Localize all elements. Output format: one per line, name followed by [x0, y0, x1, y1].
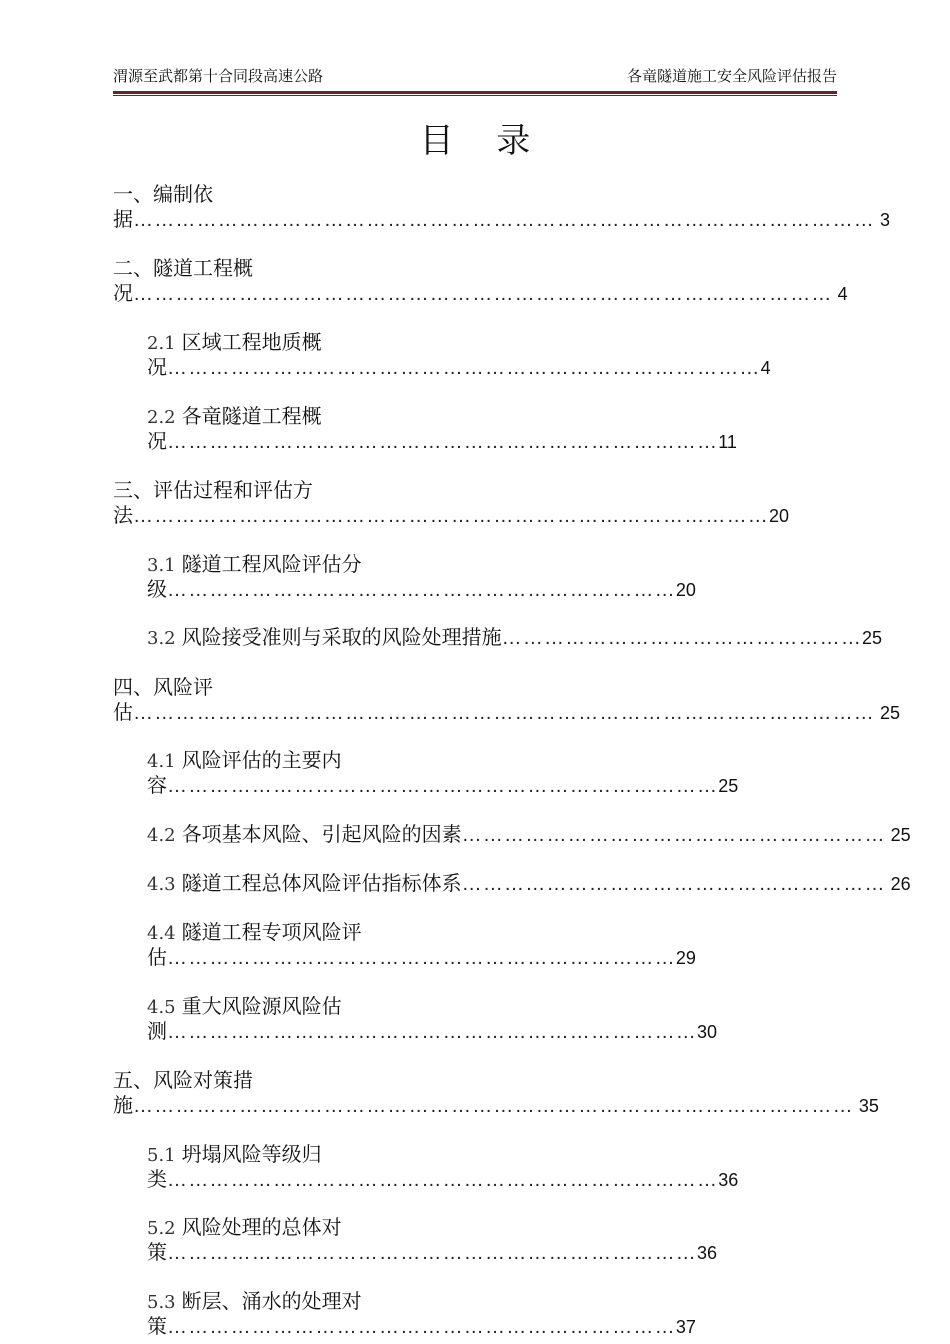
toc-entry[interactable]	[147, 994, 717, 1044]
toc-entry[interactable]	[147, 330, 771, 380]
toc-leader-dots: ……………………………………………	[501, 627, 863, 649]
toc-leader-dots: ………………………………………………………………………………………	[133, 283, 833, 305]
toc-entry-title-cont: 况	[113, 281, 133, 305]
toc-entry[interactable]	[147, 871, 911, 896]
toc-entry[interactable]	[147, 1142, 738, 1192]
toc-entry[interactable]	[147, 552, 696, 602]
toc-section-number: 4.3	[147, 874, 176, 895]
toc-entry-title: 二、隧道工程概	[113, 256, 253, 280]
toc-entry-title: 三、评估过程和评估方	[113, 478, 313, 502]
toc-page-number: 30	[697, 1022, 718, 1042]
toc-entry[interactable]	[113, 675, 900, 725]
toc-page-number: 25	[875, 703, 901, 723]
toc-page-number: 4	[760, 358, 771, 378]
toc-page-number: 20	[675, 580, 696, 600]
header-rule-thick	[113, 91, 837, 94]
toc-leader-dots: ……………………………………………………………………………………………	[133, 702, 875, 724]
toc-section-number: 3.2	[147, 628, 176, 649]
toc-entry[interactable]	[147, 748, 738, 798]
page-header	[113, 66, 837, 86]
toc-entry[interactable]	[147, 920, 696, 970]
toc-section-number: 2.2	[147, 407, 176, 428]
toc-entry-title: 隧道工程总体风险评估指标体系	[181, 871, 462, 895]
toc-entry-title: 坍塌风险等级归	[181, 1142, 322, 1166]
toc-leader-dots: ………………………………………………………………	[167, 579, 676, 601]
toc-entry[interactable]	[113, 478, 789, 528]
toc-leader-dots: ……………………………………………………	[461, 824, 886, 846]
toc-page-number: 36	[718, 1170, 739, 1190]
toc-section-number: 5.2	[147, 1218, 176, 1239]
toc-section-number: 4.1	[147, 751, 176, 772]
toc-leader-dots: …………………………………………………………………	[167, 1021, 697, 1043]
toc-page-number: 29	[675, 948, 696, 968]
toc-entry-title-cont: 法	[113, 503, 133, 527]
toc-leader-dots: ……………………………………………………………………………………………	[133, 209, 875, 231]
toc-entry-title: 各项基本风险、引起风险的因素	[181, 822, 462, 846]
toc-leader-dots: …………………………………………………………………	[167, 1242, 697, 1264]
toc-entry-title-cont: 估	[147, 945, 167, 969]
toc-page-number: 20	[769, 506, 790, 526]
toc-entry-title-cont: 策	[147, 1240, 167, 1264]
toc-entry-title-cont: 容	[147, 773, 167, 797]
toc-entry-title-cont: 估	[113, 700, 133, 724]
header-project-name: 渭源至武都第十合同段高速公路	[113, 67, 324, 85]
header-report-title: 各竜隧道施工安全风险评估报告	[626, 67, 837, 85]
toc-entry[interactable]	[113, 256, 848, 306]
toc-page-number: 3	[875, 210, 891, 230]
toc-entry-title: 区域工程地质概	[181, 330, 322, 354]
toc-section-number: 4.5	[147, 997, 176, 1018]
toc-page-number: 25	[862, 628, 883, 648]
toc-entry-title-cont: 况	[147, 355, 167, 379]
toc-page-number: 25	[885, 825, 911, 845]
toc-entry-title-cont: 策	[147, 1314, 167, 1338]
toc-entry-title: 各竜隧道工程概	[181, 404, 322, 428]
toc-section-number: 3.1	[147, 555, 176, 576]
toc-page-number: 11	[718, 432, 737, 452]
toc-entry[interactable]	[147, 1289, 696, 1339]
toc-section-number: 4.2	[147, 825, 176, 846]
toc-section-number: 5.3	[147, 1292, 176, 1313]
toc-leader-dots: …………………………………………………………………………	[167, 357, 761, 379]
toc-entry-title-cont: 据	[113, 207, 133, 231]
toc-entry[interactable]	[147, 404, 737, 454]
toc-entry-title: 隧道工程风险评估分	[181, 552, 362, 576]
toc-entry-title: 风险评估的主要内	[181, 748, 342, 772]
toc-page-number: 25	[718, 776, 739, 796]
toc-section-number: 4.4	[147, 923, 176, 944]
toc-section-number: 5.1	[147, 1145, 176, 1166]
toc-entry[interactable]	[147, 625, 882, 650]
toc-page-number: 35	[853, 1096, 879, 1116]
toc-entry-title-cont: 类	[147, 1167, 167, 1191]
toc-entry-title: 风险接受准则与采取的风险处理措施	[181, 625, 502, 649]
toc-entry-title-cont: 测	[147, 1019, 167, 1043]
toc-section-number: 2.1	[147, 333, 176, 354]
toc-entry[interactable]	[113, 1068, 879, 1118]
toc-page-number: 36	[697, 1243, 718, 1263]
page-title: 目 录	[419, 121, 547, 161]
toc-leader-dots: ……………………………………………………………………	[167, 1169, 719, 1191]
toc-entry[interactable]	[113, 182, 890, 232]
toc-entry-title: 断层、涌水的处理对	[181, 1289, 362, 1313]
toc-page-number: 37	[675, 1317, 696, 1337]
header-rule-thin	[113, 95, 837, 96]
toc-leader-dots: ………………………………………………………………	[167, 1316, 676, 1338]
toc-entry-title-cont: 施	[113, 1093, 133, 1117]
toc-entry-title: 风险处理的总体对	[181, 1215, 342, 1239]
toc-leader-dots: …………………………………………………………………………………………	[133, 1095, 854, 1117]
toc-leader-dots: ……………………………………………………………………	[167, 431, 719, 453]
toc-entry-title: 四、风险评	[113, 675, 213, 699]
toc-entry-title: 重大风险源风险估	[181, 994, 342, 1018]
toc-entry-title-cont: 级	[147, 577, 167, 601]
toc-leader-dots: ……………………………………………………………………	[167, 775, 719, 797]
toc-entry[interactable]	[147, 822, 911, 847]
toc-leader-dots: ………………………………………………………………………………	[133, 505, 769, 527]
toc-page-number: 4	[832, 284, 848, 304]
toc-leader-dots: ………………………………………………………………	[167, 947, 676, 969]
toc-entry-title: 隧道工程专项风险评	[181, 920, 362, 944]
toc-entry[interactable]	[147, 1215, 717, 1265]
toc-entry-title: 一、编制依	[113, 182, 213, 206]
toc-page-number: 26	[885, 874, 911, 894]
toc-leader-dots: ……………………………………………………	[461, 873, 886, 895]
toc-entry-title: 五、风险对策措	[113, 1068, 253, 1092]
toc-entry-title-cont: 况	[147, 429, 167, 453]
